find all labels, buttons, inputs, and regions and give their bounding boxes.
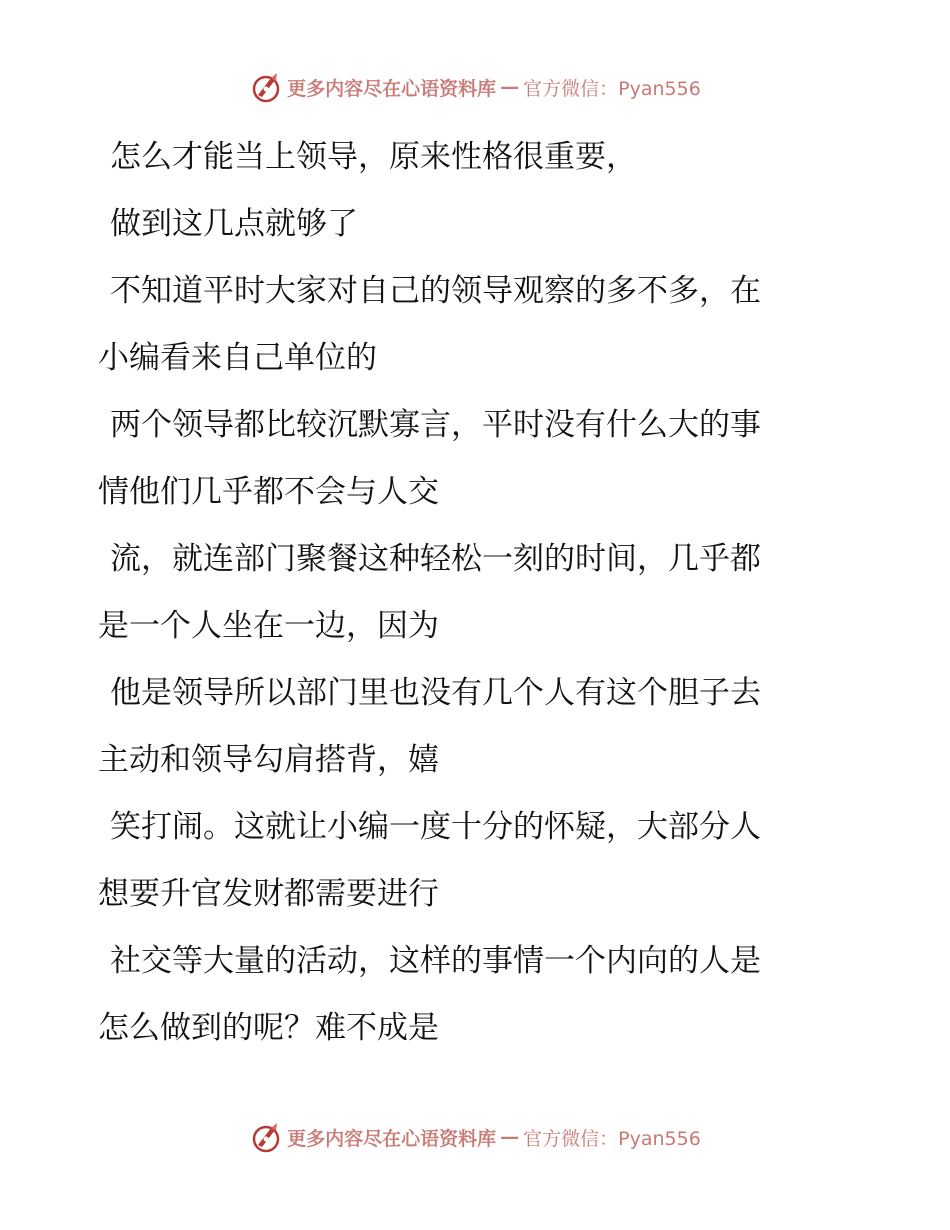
paragraph <box>98 794 828 928</box>
text-line: 他是领导所以部门里也没有几个人有这个胆子去 <box>110 675 761 711</box>
text-line: 流，就连部门聚餐这种轻松一刻的时间，几乎都 <box>110 541 761 577</box>
text-line: 做到这几点就够了 <box>110 206 358 242</box>
document-body <box>98 124 828 1062</box>
paragraph <box>98 526 828 660</box>
text-line: 怎么做到的呢？难不成是 <box>98 1010 439 1046</box>
quill-logo-icon <box>249 1120 283 1154</box>
paragraph <box>98 124 828 191</box>
paragraph <box>98 660 828 794</box>
header-watermark <box>0 70 950 104</box>
text-line: 笑打闹。这就让小编一度十分的怀疑，大部分人 <box>110 809 761 845</box>
paragraph <box>98 258 828 392</box>
text-line: 怎么才能当上领导，原来性格很重要， <box>110 139 637 175</box>
watermark-dash: — <box>500 1126 520 1148</box>
paragraph <box>98 191 828 258</box>
text-line: 是一个人坐在一边，因为 <box>98 608 439 644</box>
text-line: 情他们几乎都不会与人交 <box>98 474 439 510</box>
text-line: 主动和领导勾肩搭背，嬉 <box>98 742 439 778</box>
paragraph <box>98 392 828 526</box>
text-line: 不知道平时大家对自己的领导观察的多不多，在 <box>110 273 761 309</box>
footer-watermark <box>0 1120 950 1154</box>
watermark-text: 更多内容尽在心语资料库 <box>287 77 497 100</box>
quill-logo-icon <box>249 70 283 104</box>
text-line: 两个领导都比较沉默寡言，平时没有什么大的事 <box>110 407 761 443</box>
watermark-text: 更多内容尽在心语资料库 <box>287 1127 497 1150</box>
watermark-dash: — <box>500 76 520 98</box>
text-line: 小编看来自己单位的 <box>98 340 377 376</box>
watermark-wechat: 官方微信：Pyan556 <box>523 77 701 100</box>
text-line: 社交等大量的活动，这样的事情一个内向的人是 <box>110 943 761 979</box>
text-line: 想要升官发财都需要进行 <box>98 876 439 912</box>
watermark-wechat: 官方微信：Pyan556 <box>523 1127 701 1150</box>
paragraph <box>98 928 828 1062</box>
